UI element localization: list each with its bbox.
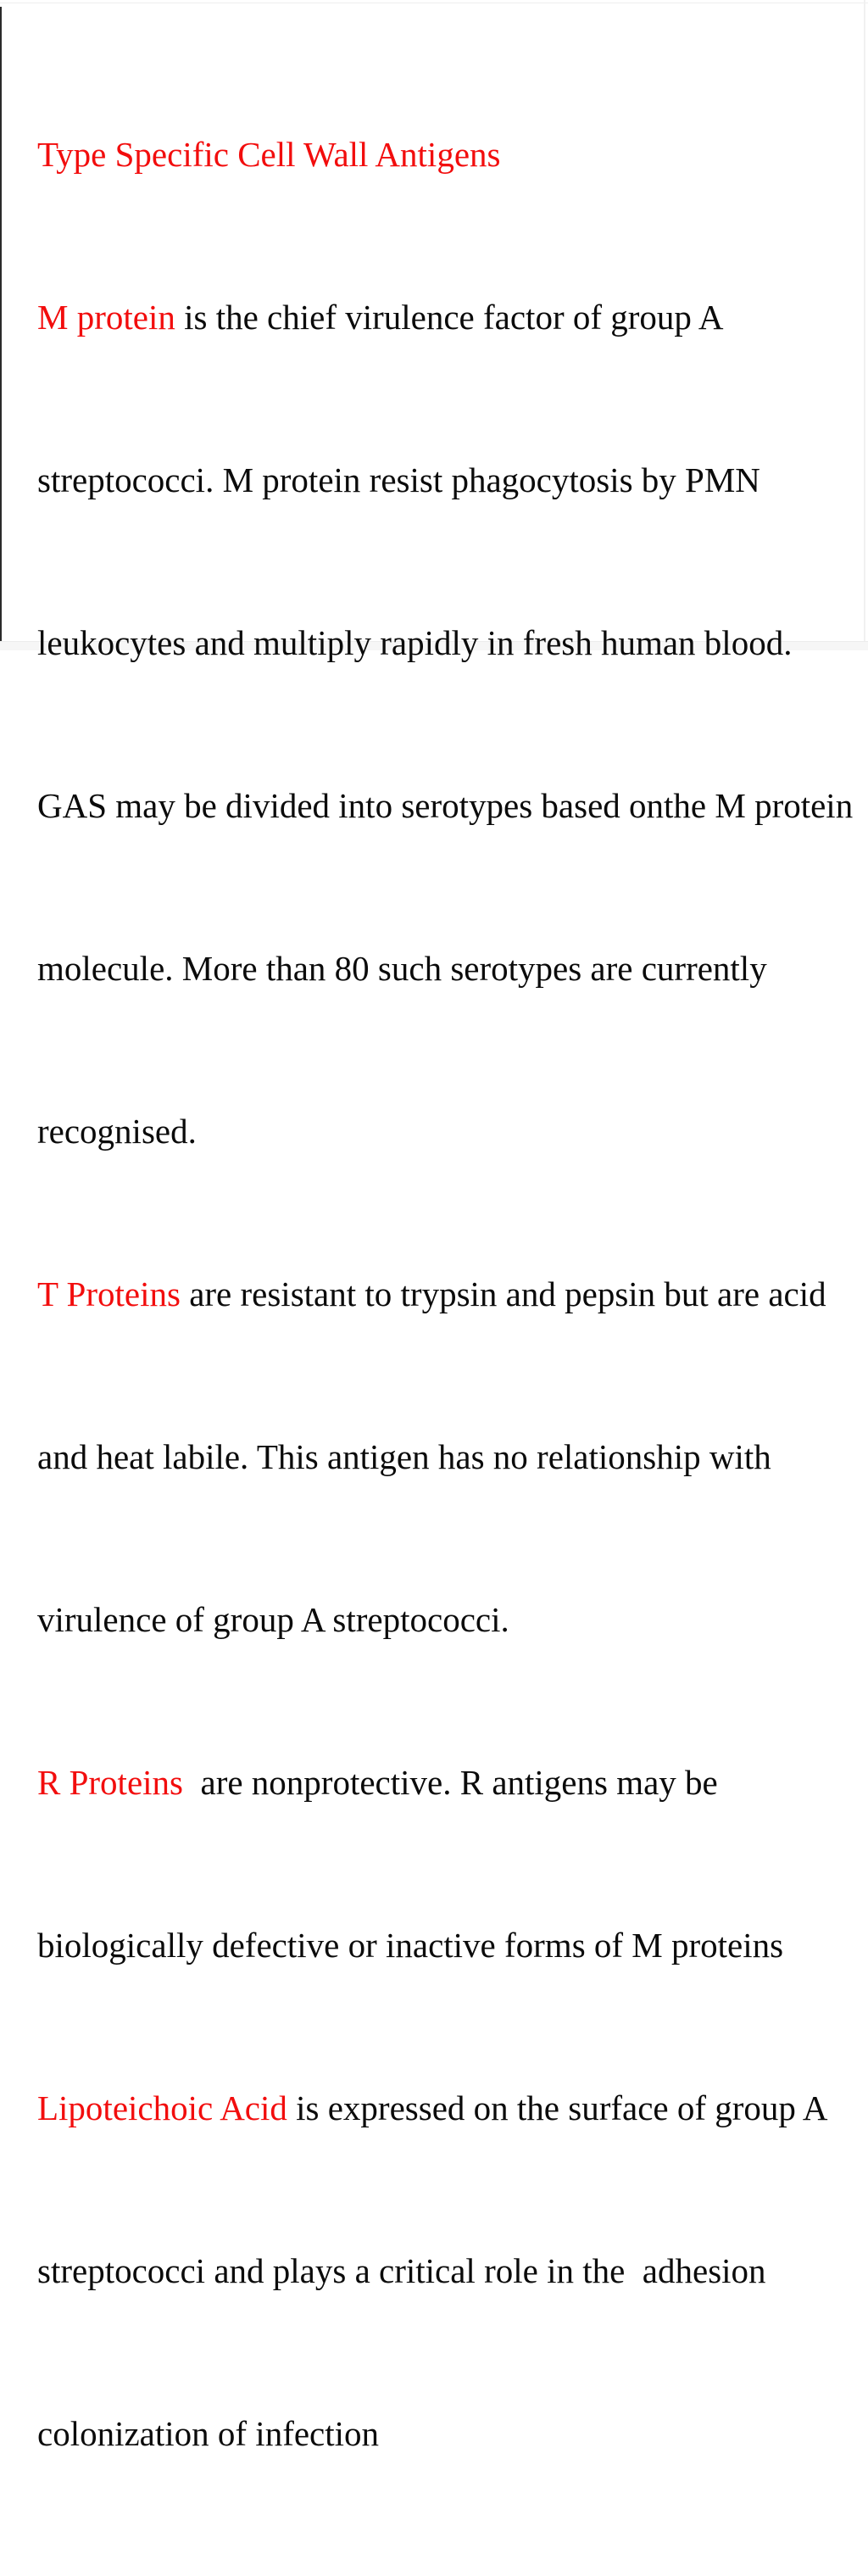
term-r-proteins: R Proteins xyxy=(37,1763,183,1802)
slide-title-line xyxy=(37,134,860,175)
text-line xyxy=(37,1111,860,1151)
text-line xyxy=(37,622,860,663)
text-segment: leukocytes and multiply rapidly in fresh human blood. xyxy=(37,623,793,662)
text-line xyxy=(37,1274,860,1314)
text-line xyxy=(37,2250,860,2291)
text-segment: molecule. More than 80 such serotypes are currently xyxy=(37,949,767,988)
text-line xyxy=(37,785,860,826)
text-segment: are nonprotective. R antigens may be xyxy=(183,1763,718,1802)
text-segment: streptococci and plays a critical role in the adhesion xyxy=(37,2251,766,2290)
text-line xyxy=(37,1925,860,1965)
term-lipoteichoic-acid: Lipoteichoic Acid xyxy=(37,2088,287,2127)
text-segment: biologically defective or inactive forms of M proteins xyxy=(37,1926,784,1965)
text-line xyxy=(37,297,860,337)
text-line xyxy=(37,460,860,500)
text-segment: colonization of infection xyxy=(37,2414,380,2453)
slide-left-edge-line xyxy=(0,7,2,641)
term-t-proteins: T Proteins xyxy=(37,1274,181,1313)
text-segment: and heat labile. This antigen has no relationship with xyxy=(37,1437,771,1476)
text-line xyxy=(37,2088,860,2128)
slide-right-edge-line xyxy=(864,0,865,650)
text-segment: GAS may be divided into serotypes based onthe M protein xyxy=(37,786,854,825)
text-line xyxy=(37,1436,860,1477)
text-line xyxy=(37,1599,860,1640)
text-line xyxy=(37,948,860,989)
text-segment: streptococci. M protein resist phagocytosis by PMN xyxy=(37,460,760,499)
text-line xyxy=(37,1762,860,1803)
text-segment: is expressed on the surface of group A xyxy=(287,2088,828,2127)
slide-title: Type Specific Cell Wall Antigens xyxy=(37,135,501,174)
text-line xyxy=(37,2413,860,2454)
text-segment: recognised. xyxy=(37,1112,197,1151)
slide-text-block xyxy=(37,12,860,2576)
text-segment: is the chief virulence factor of group A xyxy=(175,298,724,337)
text-segment: virulence of group A streptococci. xyxy=(37,1600,509,1639)
term-m-protein: M protein xyxy=(37,298,175,337)
text-segment: are resistant to trypsin and pepsin but are acid xyxy=(180,1274,826,1313)
